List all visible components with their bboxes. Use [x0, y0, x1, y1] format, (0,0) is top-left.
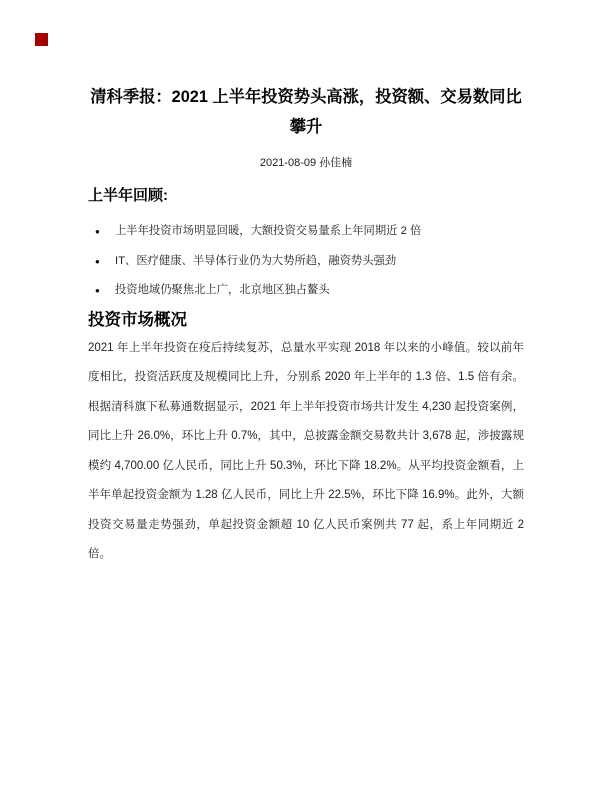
list-item [88, 276, 524, 306]
bullet-icon: ● [95, 227, 100, 236]
review-section-heading: 上半年回顾: [88, 187, 168, 204]
list-item [88, 247, 524, 277]
page-content [88, 0, 524, 570]
overview-section-heading: 投资市场概况 [88, 310, 187, 329]
list-item [88, 217, 524, 247]
bullet-icon: ● [95, 286, 100, 295]
bullet-text: IT、医疗健康、半导体行业仍为大势所趋，融资势头强劲 [115, 254, 397, 267]
bullet-text: 上半年投资市场明显回暖，大额投资交易量系上年同期近 2 倍 [115, 225, 422, 237]
byline: 2021-08-09 孙佳楠 [259, 157, 353, 169]
bullet-icon: ● [95, 256, 100, 266]
brand-square-icon [35, 33, 48, 46]
bullet-text: 投资地域仍聚焦北上广，北京地区独占鳌头 [115, 284, 330, 296]
review-bullet-list [88, 217, 524, 306]
page-title: 清科季报：2021 上半年投资势头高涨，投资额、交易数同比攀升 [90, 88, 522, 136]
overview-paragraph: 2021 年上半年投资在疫后持续复苏，总量水平实现 2018 年以来的小峰值。较以前年度相比，投资活跃度及规模同比上升，分别系 2020 年上半年的 1.3 倍、1.5 倍有余。根据清科旗下私募通数据显示，2021 年上半年投资市场共计发生 4,230 起投资案例，同比上升 26.0%，环比上升 0.7%，其中，总披露金额交易数共计 3,678 起，涉披露规模约 4,700.00 亿人民币，同比上升 50.3%，环比下降 18.2%。从平均投资金额看，上半年单起投资金额为 1.28 亿人民币，同比上升 22.5%，环比下降 16.9%。此外，大额投资交易量走势强劲，单起投资金额超 10 亿人民币案例共 77 起，系上年同期近 2 倍。 [88, 341, 524, 560]
